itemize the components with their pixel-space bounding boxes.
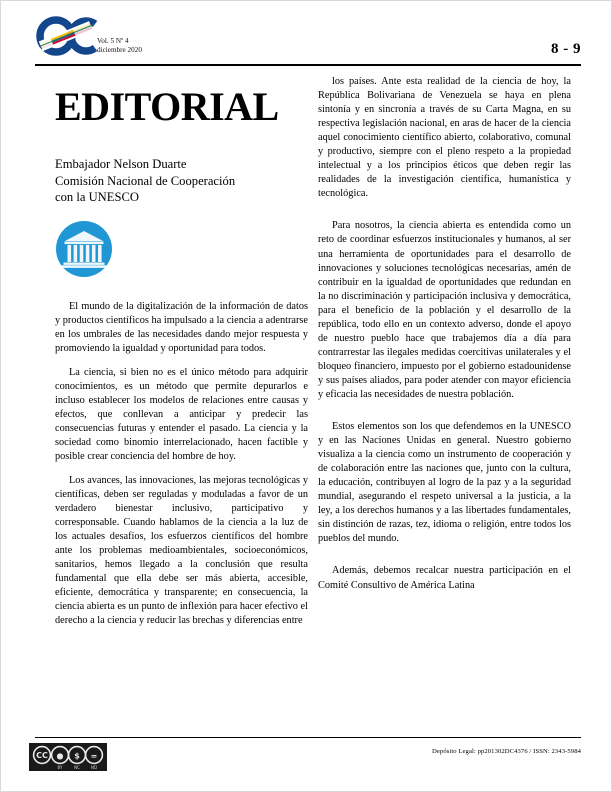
paragraph: Los avances, las innovaciones, las mejoras tecnológicas y científicas, deben ser reguladas y moduladas a favor de un verdadero bienestar inclusivo, participativo y corresponsable. Cuando hablamos de la ciencia a la luz de los actuales desafíos, los esfuerzos científicos del hombre ante los problemas medioambientales, socioeconómicos, sanitarios, hemos llegado a la conclusión que resulta fundamental que ella debe ser más abierta, accesible, eficiente, democrática y transparente; en consecuencia, la ciencia abierta es un punto de inflexión para hacer efectivo el derecho a la ciencia y reducir las brechas y diferencias entre — [55, 475, 308, 627]
svg-text:$: $ — [74, 751, 80, 761]
header-rule — [35, 64, 581, 66]
svg-text:BY: BY — [57, 765, 63, 770]
masthead — [35, 15, 581, 65]
byline-author: Embajador Nelson Duarte — [55, 157, 187, 171]
svg-text:NC: NC — [74, 765, 80, 770]
paragraph: La ciencia, si bien no es el único método para adquirir conocimientos, es un método que permite depurarlos e incluso establecer los modelos de relaciones entre causas y efectos, que conllevan a anticipar y predecir las consecuencias futuras y entender el pasado. La ciencia y la sociedad como binomio interrelacionado, hacen factible y posible crear conciencia del hombre de hoy. — [55, 366, 308, 462]
paragraph: los países. Ante esta realidad de la ciencia de hoy, la República Bolivariana de Venezuela se haya en plena sintonía y en sincronía a través de su Carta Magna, en su respectiva legislación nacional, en aras de hacer de la ciencia aquel conocimiento científico abierto, colaborativo, comunal y productivo, siempre con el pleno respeto a la propiedad intelectual y a los principios éticos que deben regir las realidades de la investigación científica, humanística y tecnológica. — [318, 76, 571, 200]
svg-text:●: ● — [56, 751, 64, 761]
column-right — [318, 75, 571, 603]
page-range: 8 - 9 — [551, 41, 581, 57]
page-title: EDITORIAL — [55, 84, 279, 129]
paragraph: El mundo de la digitalización de la información de datos y productos científicos ha impulsado a la ciencia a adentrarse en los umbrales de las necesidades dando mejor respuesta y promoviendo la igualdad y oportunidad para todos. — [55, 300, 308, 354]
issue-volume: Vol. 5 Nº 4 — [97, 37, 129, 45]
legal-deposit-text: Depósito Legal: pp201302DC4376 / ISSN: 2343-5984 — [432, 748, 581, 755]
article-body — [35, 75, 581, 729]
svg-text:CC: CC — [36, 751, 48, 760]
paragraph: Para nosotros, la ciencia abierta es entendida como un reto de coordinar esfuerzos institucionales y humanos, al ser una herramienta de oportunidades para el desarrollo de innovaciones y soluciones tecnológicas necesarias, amén de contribuir en la igualdad de oportunidades que redundan en la no discriminación y participación inclusiva y democrática, para el beneficio de la población y el desarrollo de la república, todo ello en un contexto adverso, donde el apoyo de nuestro pueblo hace que trabajemos día a día para contrarrestar las ilegales medidas coercitivas unilaterales y el bloqueo financiero, impuesto por el gobierno estadounidense y sus países aliados, para poder atender con mayor eficiencia y eficacia las necesidades de nuestra población. — [318, 220, 571, 400]
footer-rule — [35, 737, 581, 739]
issue-info — [97, 37, 142, 54]
byline-affiliation-1: Comisión Nacional de Cooperación — [55, 173, 236, 188]
paragraph: Estos elementos son los que defendemos en la UNESCO y en las Naciones Unidas en general. Nuestro gobierno visualiza a la ciencia como un instrumento de cooperación y de colaboración entre las naciones que, junto con la cultura, la educación, contribuyen al logro de la paz y a la seguridad mundial, asegurando el respeto universal a la justicia, a la ley, a los derechos humanos y a las libertades fundamentales, sin distinción de razas, tez, idioma o religión, entre todos los pueblos del mundo. — [318, 421, 571, 545]
svg-text:ND: ND — [90, 765, 98, 770]
journal-oc-logo — [35, 15, 101, 57]
column-left — [55, 75, 308, 639]
svg-text:=: = — [90, 751, 98, 761]
unesco-logo — [55, 220, 113, 278]
issue-date: diciembre 2020 — [97, 45, 142, 54]
byline — [55, 156, 308, 206]
paragraph: Además, debemos recalcar nuestra participación en el Comité Consultivo de América Latina — [318, 565, 571, 591]
byline-affiliation-2: con la UNESCO — [55, 190, 139, 204]
creative-commons-by-nc-nd-badge[interactable] — [29, 743, 107, 771]
